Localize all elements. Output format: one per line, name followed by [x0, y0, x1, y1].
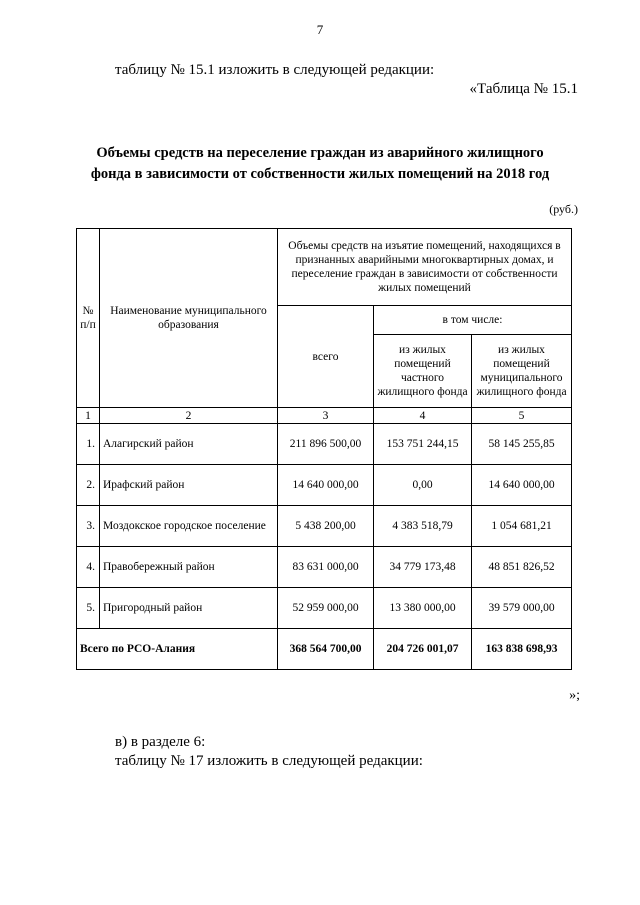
table-title-line-1: Объемы средств на переселение граждан из аварийного жилищного [96, 145, 544, 161]
total-value: 5 438 200,00 [278, 506, 374, 547]
municipality-name: Алагирский район [100, 424, 278, 465]
header-total: всего [278, 306, 374, 408]
municipality-name: Пригородный район [100, 588, 278, 629]
column-number: 2 [100, 408, 278, 424]
next-table-text: таблицу № 17 изложить в следующей редакции: [115, 753, 423, 769]
private-value: 153 751 244,15 [374, 424, 472, 465]
row-number: 1. [77, 424, 100, 465]
column-number: 1 [77, 408, 100, 424]
table-row [77, 465, 572, 506]
private-value: 4 383 518,79 [374, 506, 472, 547]
funding-table [76, 228, 572, 670]
total-row [77, 629, 572, 670]
municipal-value: 14 640 000,00 [472, 465, 572, 506]
row-number: 3. [77, 506, 100, 547]
private-value: 13 380 000,00 [374, 588, 472, 629]
table-title [60, 143, 580, 185]
total-value: 83 631 000,00 [278, 547, 374, 588]
column-number: 3 [278, 408, 374, 424]
total-value: 211 896 500,00 [278, 424, 374, 465]
table-row [77, 547, 572, 588]
table-reference: «Таблица № 15.1 [469, 81, 578, 97]
unit-label: (руб.) [549, 202, 578, 216]
page-number: 7 [316, 22, 324, 37]
grand-total-value: 368 564 700,00 [278, 629, 374, 670]
total-value: 14 640 000,00 [278, 465, 374, 506]
header-num: № п/п [77, 229, 100, 408]
municipal-value: 1 054 681,21 [472, 506, 572, 547]
header-private: из жилых помещений частного жилищного фонда [374, 335, 472, 408]
row-number: 4. [77, 547, 100, 588]
municipal-value: 39 579 000,00 [472, 588, 572, 629]
header-municipal: из жилых помещений муниципального жилищного фонда [472, 335, 572, 408]
subsection-heading: в) в разделе 6: [115, 734, 206, 750]
header-name: Наименование муниципального образования [100, 229, 278, 408]
table-row [77, 506, 572, 547]
intro-text: таблицу № 15.1 изложить в следующей редакции: [115, 62, 435, 78]
total-label: Всего по РСО-Алания [77, 629, 278, 670]
header-volume: Объемы средств на изъятие помещений, находящихся в признанных аварийными многоквартирных домах, и переселение граждан в зависимости от собственности жилых помещений [278, 229, 572, 306]
grand-municipal-value: 163 838 698,93 [472, 629, 572, 670]
header-including: в том числе: [374, 306, 572, 335]
municipal-value: 48 851 826,52 [472, 547, 572, 588]
private-value: 0,00 [374, 465, 472, 506]
header-row [77, 229, 572, 306]
table-title-line-2: фонда в зависимости от собственности жилых помещений на 2018 год [90, 166, 550, 182]
column-number: 5 [472, 408, 572, 424]
municipal-value: 58 145 255,85 [472, 424, 572, 465]
municipality-name: Ирафский район [100, 465, 278, 506]
row-number: 2. [77, 465, 100, 506]
municipality-name: Правобережный район [100, 547, 278, 588]
grand-private-value: 204 726 001,07 [374, 629, 472, 670]
row-number: 5. [77, 588, 100, 629]
column-number-row [77, 408, 572, 424]
total-value: 52 959 000,00 [278, 588, 374, 629]
table-row [77, 588, 572, 629]
private-value: 34 779 173,48 [374, 547, 472, 588]
column-number: 4 [374, 408, 472, 424]
closing-quote: »; [569, 688, 580, 703]
municipality-name: Моздокское городское поселение [100, 506, 278, 547]
table-row [77, 424, 572, 465]
